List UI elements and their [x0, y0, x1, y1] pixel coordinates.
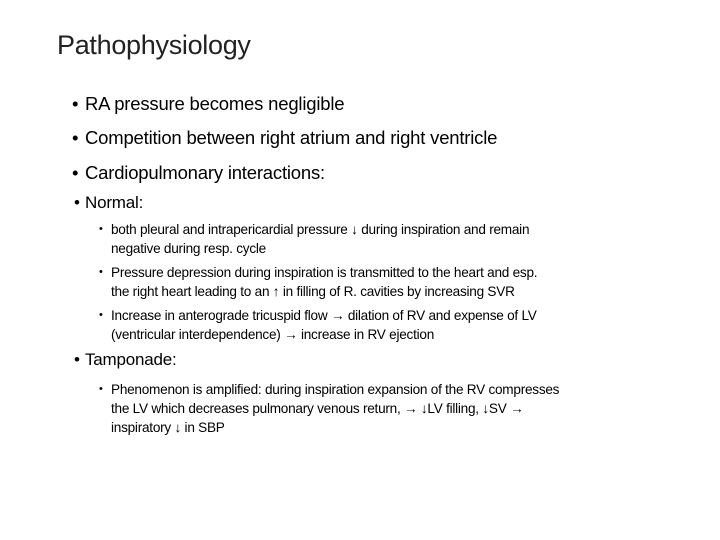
bullet-ra-pressure — [72, 93, 344, 115]
bullet-dot: • — [99, 383, 103, 395]
bullet-competition — [72, 127, 497, 149]
bullet-dot: • — [72, 93, 79, 114]
bullet-dot: • — [99, 223, 103, 235]
normal-item — [99, 220, 689, 258]
bullet-text: RA pressure becomes negligible — [85, 93, 345, 114]
slide-title: Pathophysiology — [57, 30, 251, 60]
item-text: Increase in anterograde tricuspid flow → dilation of RV and expense of LV (ventricular interdependence) → increase in RV ejection — [111, 308, 537, 342]
bullet-dot: • — [99, 266, 103, 278]
bullet-text: Cardiopulmonary interactions: — [85, 162, 325, 183]
bullet-dot: • — [72, 162, 79, 183]
tamponade-item — [99, 380, 689, 437]
normal-item — [99, 306, 689, 344]
bullet-dot: • — [74, 193, 80, 212]
normal-item — [99, 263, 689, 301]
item-text: Phenomenon is amplified: during inspiration expansion of the RV compresses the LV which decreases pulmonary venous return, → ↓LV filling, ↓SV → inspiratory ↓ in SBP — [111, 382, 560, 435]
bullet-cardiopulmonary — [72, 162, 325, 184]
subheading-text: Normal: — [85, 193, 144, 212]
item-text: both pleural and intrapericardial pressure ↓ during inspiration and remain negative during resp. cycle — [111, 222, 530, 256]
subheading-text: Tamponade: — [85, 350, 177, 369]
item-text: Pressure depression during inspiration is transmitted to the heart and esp. the right heart leading to an ↑ in filling of R. cavities by increasing SVR — [111, 265, 538, 299]
subheading-normal — [74, 193, 143, 213]
bullet-dot: • — [72, 127, 79, 148]
bullet-dot: • — [74, 350, 80, 369]
bullet-text: Competition between right atrium and right ventricle — [85, 127, 498, 148]
bullet-dot: • — [99, 309, 103, 321]
subheading-tamponade — [74, 350, 177, 370]
